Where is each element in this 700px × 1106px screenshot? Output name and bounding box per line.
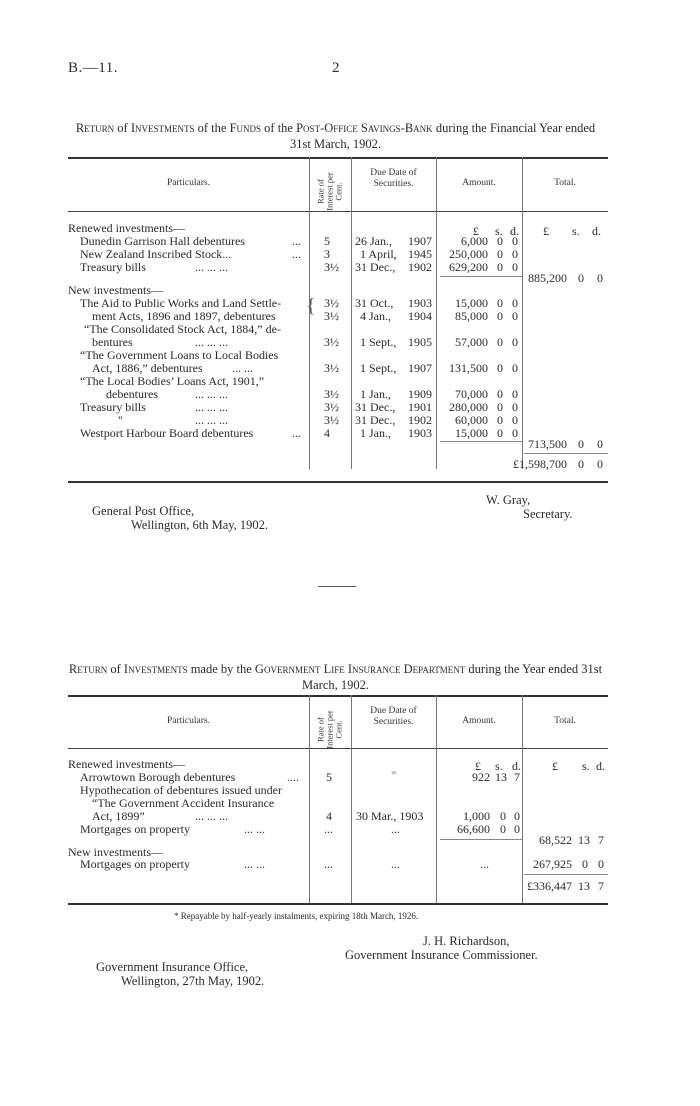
- table1-col-due-date: Due Date of Securities.: [370, 168, 417, 189]
- grand-total-pounds: £1,598,700: [513, 457, 567, 471]
- row-particulars: Act, 1899”: [92, 809, 145, 823]
- row-date-year: 1907: [408, 234, 432, 248]
- row-date-year: 1903: [408, 426, 432, 440]
- table1-bottom-rule: [68, 481, 608, 483]
- row-amount-d: 0: [512, 335, 518, 349]
- office-name: General Post Office,: [92, 504, 195, 518]
- row-amount-s: 0: [497, 260, 503, 274]
- row-amount-pounds: 57,000: [455, 335, 488, 349]
- grand-total-s: 0: [578, 457, 584, 471]
- grand-total-pounds: £336,447: [527, 879, 572, 893]
- row-leader: ... ... ...: [195, 809, 228, 823]
- row-rate: 5: [324, 234, 330, 248]
- row-leader: ... ... ...: [195, 335, 228, 349]
- title-word: Post-Office Savings-Bank: [296, 121, 433, 135]
- unit-shillings: s.: [495, 759, 503, 773]
- row-amount-pounds: 6,000: [461, 234, 488, 248]
- row-leader: ... ... ...: [195, 387, 228, 401]
- title-word: Investments: [123, 662, 188, 676]
- row-amount-pounds: 922: [472, 770, 490, 784]
- unit-shillings: s.: [495, 224, 503, 238]
- row-particulars: Hypothecation of debentures issued under: [80, 783, 282, 797]
- row-particulars: New Zealand Inscribed Stock...: [80, 247, 232, 261]
- title-word: made by the: [187, 662, 255, 676]
- row-particulars: “The Government Accident Insurance: [92, 796, 275, 810]
- title-word: Return: [68, 662, 108, 676]
- table2-col-due-date: Due Date of Securities.: [370, 706, 417, 727]
- row-total-pounds: 267,925: [533, 857, 572, 871]
- row-particulars: “The Government Loans to Local Bodies: [80, 348, 279, 362]
- row-date: ...: [391, 822, 400, 836]
- row-amount-s: 0: [497, 309, 503, 323]
- row-amount-s: 0: [497, 296, 503, 310]
- row-leader: ... ...: [244, 822, 265, 836]
- subtotal-rule: [440, 839, 522, 840]
- row-particulars: debentures: [106, 387, 158, 401]
- signatory-role: Secretary.: [523, 507, 573, 521]
- row-date-year: 1904: [408, 309, 432, 323]
- title-word: of: [114, 121, 131, 135]
- row-rate: 4: [326, 809, 332, 823]
- row-particulars: Dunedin Garrison Hall debentures: [80, 234, 245, 248]
- table2-col-total: Total.: [554, 716, 576, 726]
- row-amount-d: 0: [514, 822, 520, 836]
- section-separator: [318, 586, 356, 587]
- unit-pence: d.: [510, 224, 519, 238]
- row-date-day: 1 Sept.,: [360, 361, 397, 375]
- row-amount-d: 0: [512, 413, 518, 427]
- row-amount-pounds: 60,000: [455, 413, 488, 427]
- row-leader: ... ... ...: [195, 400, 228, 414]
- table1-col-divider: [522, 157, 523, 469]
- row-leader: ... ... ...: [195, 260, 228, 274]
- subtotal-s: 0: [578, 437, 584, 451]
- table2-col-divider: [309, 695, 310, 903]
- row-rate: 3½: [324, 361, 339, 375]
- brace-left: {: [306, 295, 316, 317]
- row-rate: 3½: [324, 309, 339, 323]
- signatory-name: W. Gray,: [486, 493, 531, 507]
- row-date-day: 1 Jan.,: [360, 387, 391, 401]
- row-particulars: ment Acts, 1896 and 1897, debentures: [92, 309, 276, 323]
- row-date: 30 Mar., 1903: [356, 809, 424, 823]
- row-amount-pounds: 15,000: [455, 426, 488, 440]
- row-amount-pounds: 15,000: [455, 296, 488, 310]
- row-date-day: 31 Dec.,: [355, 400, 396, 414]
- row-leader: ...: [292, 247, 301, 261]
- row-rate: 4: [324, 426, 330, 440]
- row-amount-s: 0: [497, 361, 503, 375]
- row-date-day: 31 Dec.,: [355, 260, 396, 274]
- grand-total-rule: [524, 453, 608, 454]
- table1-top-rule: [68, 157, 608, 159]
- table1-title: [68, 120, 603, 152]
- row-amount-d: 7: [514, 770, 520, 784]
- section-heading: New investments—: [68, 283, 163, 297]
- row-rate: ...: [324, 822, 333, 836]
- row-date-year: 1907: [408, 361, 432, 375]
- row-leader: ... ...: [232, 361, 253, 375]
- row-date-footnote-mark: *: [391, 767, 397, 781]
- row-amount-d: 0: [512, 247, 518, 261]
- row-particulars: “The Local Bodies’ Loans Act, 1901,”: [80, 374, 265, 388]
- row-particulars: bentures: [92, 335, 133, 349]
- unit-pence: d.: [512, 759, 521, 773]
- unit-shillings: s.: [582, 759, 590, 773]
- row-particulars: Arrowtown Borough debentures: [80, 770, 236, 784]
- document-series-code: B.—11.: [68, 60, 118, 76]
- unit-shillings: s.: [572, 224, 580, 238]
- subtotal-pounds: 68,522: [539, 833, 572, 847]
- office-place-date: Wellington, 27th May, 1902.: [121, 974, 265, 988]
- subtotal-d: 7: [598, 833, 604, 847]
- row-date-year: 1902: [408, 260, 432, 274]
- row-particulars: Treasury bills: [80, 400, 146, 414]
- office-place-date: Wellington, 6th May, 1902.: [131, 518, 269, 532]
- row-rate: 3½: [324, 400, 339, 414]
- row-amount-pounds: ...: [480, 857, 489, 871]
- section-heading: New investments—: [68, 845, 163, 859]
- row-date: ...: [391, 857, 400, 871]
- row-rate: 3½: [324, 413, 339, 427]
- row-amount-d: 0: [512, 260, 518, 274]
- row-particulars: Mortgages on property: [80, 857, 190, 871]
- row-leader: ... ...: [244, 857, 265, 871]
- unit-pence: d.: [592, 224, 601, 238]
- row-date-day: 1 Sept.,: [360, 335, 397, 349]
- unit-pounds: £: [475, 759, 481, 773]
- row-date-year: 1901: [408, 400, 432, 414]
- grand-total-d: 0: [597, 457, 603, 471]
- unit-pounds: £: [543, 224, 549, 238]
- grand-total-rule: [524, 874, 608, 875]
- row-particulars: Act, 1886,” debentures: [92, 361, 203, 375]
- row-date-day: 1 April,: [360, 247, 397, 261]
- row-total-d: 0: [598, 857, 604, 871]
- row-date-day: 31 Oct.,: [355, 296, 394, 310]
- section-heading: Renewed investments—: [68, 221, 185, 235]
- row-amount-s: 0: [497, 247, 503, 261]
- table2-col-amount: Amount.: [462, 716, 496, 726]
- unit-pounds: £: [552, 759, 558, 773]
- grand-total-s: 13: [578, 879, 590, 893]
- row-rate: 5: [326, 770, 332, 784]
- title-word: during the Financial Year ended 31st March, 1902.: [290, 121, 596, 151]
- subtotal-s: 13: [578, 833, 590, 847]
- row-rate: 3½: [324, 260, 339, 274]
- row-leader: ....: [287, 770, 299, 784]
- row-amount-s: 0: [500, 822, 506, 836]
- footnote: * Repayable by half-yearly instalments, expiring 18th March, 1926.: [174, 911, 419, 921]
- table2-title: [68, 661, 603, 693]
- row-date-year: 1902: [408, 413, 432, 427]
- subtotal-pounds: 885,200: [528, 271, 567, 285]
- unit-pence: d.: [596, 759, 605, 773]
- row-particulars: ": [118, 413, 123, 427]
- row-date-year: 1945: [408, 247, 432, 261]
- table1-col-particulars: Particulars.: [166, 178, 210, 188]
- subtotal-rule: [440, 441, 522, 442]
- row-date-day: 4 Jan.,: [360, 309, 391, 323]
- table1-col-divider: [436, 157, 437, 469]
- row-amount-d: 0: [512, 296, 518, 310]
- row-rate: 3: [324, 247, 330, 261]
- row-amount-s: 13: [495, 770, 507, 784]
- row-date-day: 26 Jan.,: [355, 234, 392, 248]
- row-amount-d: 0: [512, 426, 518, 440]
- row-leader: ...: [292, 234, 301, 248]
- subtotal-d: 0: [597, 271, 603, 285]
- row-amount-pounds: 1,000: [463, 809, 490, 823]
- row-amount-d: 0: [514, 809, 520, 823]
- table2-col-particulars: Particulars.: [166, 716, 210, 726]
- row-date-year: 1903: [408, 296, 432, 310]
- title-word: Return: [75, 121, 115, 135]
- title-word: Investments: [130, 121, 195, 135]
- row-leader: ... ... ...: [195, 413, 228, 427]
- table1-col-total: Total.: [554, 178, 576, 188]
- row-particulars: Treasury bills: [80, 260, 146, 274]
- table1-col-divider: [351, 157, 352, 469]
- signatory-role: Government Insurance Commissioner.: [345, 948, 538, 962]
- section-heading: Renewed investments—: [68, 757, 185, 771]
- table2-bottom-rule: [68, 903, 608, 905]
- row-leader: ...: [292, 426, 301, 440]
- grand-total-d: 7: [598, 879, 604, 893]
- unit-pounds: £: [473, 224, 479, 238]
- title-word: of: [107, 662, 124, 676]
- title-word: of the: [194, 121, 230, 135]
- title-word: of the: [261, 121, 297, 135]
- subtotal-d: 0: [597, 437, 603, 451]
- row-amount-s: 0: [497, 335, 503, 349]
- row-total-s: 0: [582, 857, 588, 871]
- row-amount-pounds: 85,000: [455, 309, 488, 323]
- page-number: 2: [332, 60, 340, 76]
- subtotal-pounds: 713,500: [528, 437, 567, 451]
- row-particulars: “The Consolidated Stock Act, 1884,” de-: [84, 322, 281, 336]
- table2-top-rule: [68, 695, 608, 697]
- row-amount-s: 0: [500, 809, 506, 823]
- table1-col-rate: Rate of Interest per Cent.: [315, 172, 344, 211]
- row-particulars: Westport Harbour Board debentures: [80, 426, 254, 440]
- row-amount-s: 0: [497, 413, 503, 427]
- row-date-day: 31 Dec.,: [355, 413, 396, 427]
- row-particulars: Mortgages on property: [80, 822, 190, 836]
- row-amount-pounds: 131,500: [449, 361, 488, 375]
- row-date-year: 1909: [408, 387, 432, 401]
- row-amount-pounds: 250,000: [449, 247, 488, 261]
- row-amount-pounds: 70,000: [455, 387, 488, 401]
- row-amount-d: 0: [512, 234, 518, 248]
- row-amount-s: 0: [497, 426, 503, 440]
- row-date-year: 1905: [408, 335, 432, 349]
- subtotal-rule: [440, 276, 522, 277]
- table1-col-amount: Amount.: [462, 178, 496, 188]
- signatory-name: J. H. Richardson,: [423, 934, 510, 948]
- row-rate: 3½: [324, 335, 339, 349]
- row-particulars: The Aid to Public Works and Land Settle-: [80, 296, 282, 310]
- office-name: Government Insurance Office,: [96, 960, 249, 974]
- row-amount-s: 0: [497, 400, 503, 414]
- row-rate: 3½: [324, 296, 339, 310]
- row-amount-pounds: 280,000: [449, 400, 488, 414]
- row-amount-d: 0: [512, 400, 518, 414]
- row-rate: 3½: [324, 387, 339, 401]
- subtotal-s: 0: [578, 271, 584, 285]
- row-rate: ...: [324, 857, 333, 871]
- row-amount-pounds: 66,600: [457, 822, 490, 836]
- row-amount-d: 0: [512, 361, 518, 375]
- row-amount-s: 0: [497, 234, 503, 248]
- title-word: during the Year ended 31st March, 1902.: [302, 662, 603, 692]
- row-amount-d: 0: [512, 309, 518, 323]
- row-amount-d: 0: [512, 387, 518, 401]
- title-word: Government Life Insurance Department: [254, 662, 466, 676]
- title-word: Funds: [229, 121, 262, 135]
- row-date-day: 1 Jan.,: [360, 426, 391, 440]
- row-amount-pounds: 629,200: [449, 260, 488, 274]
- table2-col-rate: Rate of Interest per Cent.: [315, 710, 344, 749]
- row-amount-s: 0: [497, 387, 503, 401]
